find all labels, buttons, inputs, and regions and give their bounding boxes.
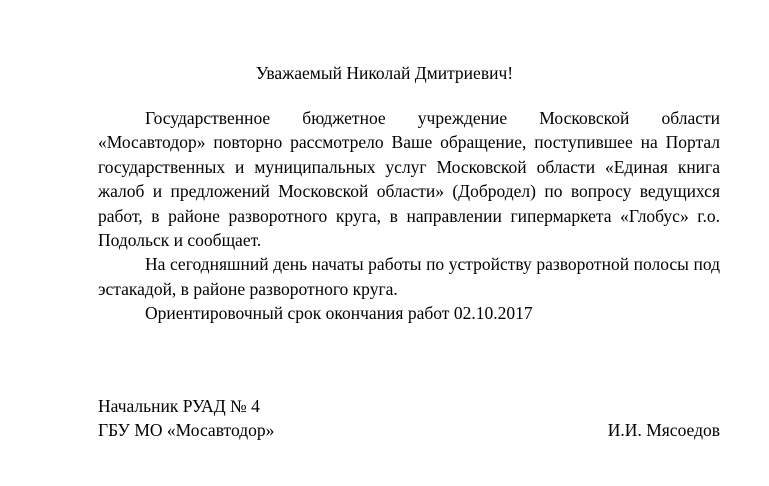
signature-block: [98, 394, 720, 442]
signature-position-line1: Начальник РУАД № 4: [98, 396, 260, 416]
signature-row: [98, 418, 720, 442]
signature-position-line2: ГБУ МО «Мосавтодор»: [98, 420, 275, 440]
paragraph-works-started: На сегодняшний день начаты работы по устройству разворотной полосы под эстакадой, в районе разворотного круга.: [98, 254, 720, 299]
paragraph-main: Государственное бюджетное учреждение Московской области «Мосавтодор» повторно рассмотрело Ваше обращение, поступившее на Портал государственных и муниципальных услуг Московской области «Единая книга жалоб и предложений Московской области» (Добродел) по вопросу ведущихся работ, в районе разворотного круга, в направлении гипермаркета «Глобус» г.о. Подольск и сообщает.: [98, 108, 720, 251]
paragraph-deadline: Ориентировочный срок окончания работ 02.10.2017: [145, 303, 533, 324]
letter-body: [98, 106, 720, 326]
signature-name: И.И. Мясоедов: [607, 420, 720, 440]
letter-greeting: Уважаемый Николай Дмитриевич!: [255, 63, 514, 83]
